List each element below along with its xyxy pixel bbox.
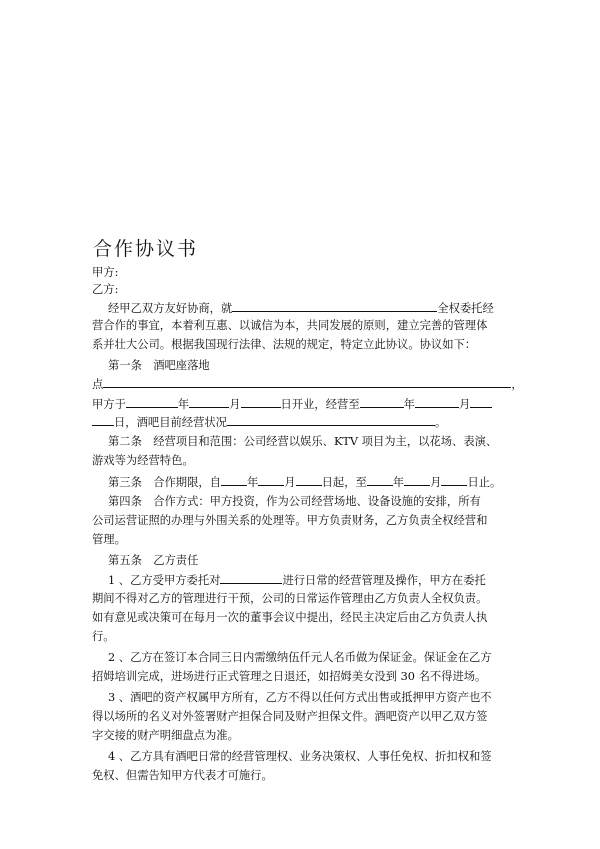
article-5-item-3-line-2: 得以场所的名义对外签署财产担保合同及财产担保文件。酒吧资产以甲乙双方签: [92, 710, 488, 723]
blank-term-end-day: [441, 474, 467, 486]
party-b-label: 乙方:: [92, 283, 119, 296]
article-4-line-1: 第四条 合作方式：甲方投资，作为公司经营场地、设备设施的安排，所有: [108, 495, 481, 508]
article-1-line-1: [92, 376, 523, 393]
blank-entrusted-business: [232, 300, 437, 312]
article-5-item-3-line-3: 字交接的财产明细盘点为准。: [92, 729, 239, 742]
blank-end-day-a: [470, 396, 492, 408]
text-month-2: 月: [458, 398, 471, 411]
article-5-item-1-line-1: [108, 572, 486, 589]
blank-end-year: [360, 396, 404, 408]
article-2-line-1: 第二条 经营项目和范围：公司经营以娱乐、KTV 项目为主，以花场、表演、: [108, 435, 498, 448]
intro-line-1: [108, 300, 494, 317]
text-party-a-on: 甲方于: [92, 398, 126, 411]
text-month: 月: [229, 398, 241, 411]
article-3-line: [108, 474, 501, 491]
blank-open-year: [126, 396, 178, 408]
article-4-line-2: 公司运营证照的办理与外围关系的处理等。甲方负责财务，乙方负责全权经营和: [92, 514, 488, 527]
article-5-item-1-line-4: 行。: [92, 630, 115, 643]
article-2-line-2: 游戏等为经营特色。: [92, 454, 194, 467]
text-open-until: 日开业，经营至: [280, 398, 360, 411]
article-5-heading: 第五条 乙方责任: [108, 554, 199, 567]
article-1-line-3: [92, 414, 446, 431]
blank-term-start-month: [258, 474, 284, 486]
intro-line-3: 系并壮大公司。根据我国现行法律、法规的规定，特定立此协议。协议如下：: [92, 338, 477, 351]
document-title: 合作协议书: [93, 238, 199, 260]
article-5-item-1-line-2: 期间不得对乙方的管理进行干预，公司的日常运作管理由乙方负责人全权负责。: [92, 592, 488, 605]
article-5-item-4-line-2: 免权、但需告知甲方代表才可施行。: [92, 769, 273, 782]
article-1-comma: ，: [511, 378, 523, 391]
blank-term-start-year: [221, 474, 247, 486]
blank-end-month: [415, 396, 459, 408]
text-current-status: 日，酒吧目前经营状况: [114, 416, 227, 429]
blank-end-day-b: [92, 414, 114, 426]
item-1-text-b: 进行日常的经营管理及操作，甲方在委托: [282, 574, 486, 587]
article-5-item-2-line-2: 招姆培训完成，进场进行正式管理之日退还，如招姆美女没到 30 名不得进场。: [92, 670, 487, 683]
party-a-label: 甲方:: [92, 266, 119, 279]
blank-open-month: [189, 396, 229, 408]
text-year-4: 年: [392, 476, 405, 489]
text-from-to: 日起，至: [321, 476, 367, 489]
blank-current-status: [227, 414, 435, 426]
blank-open-day: [241, 396, 281, 408]
intro-text-b: 全权委托经: [437, 302, 494, 315]
item-1-text-a: 1 、乙方受甲方委托对: [108, 574, 221, 587]
intro-line-2: 营合作的事宜，本着利互惠、以诚信为本，共同发展的原则，建立完善的管理体: [92, 319, 488, 332]
blank-term-start-day: [296, 474, 322, 486]
article-5-item-2-line-1: 2 、乙方在签订本合同三日内需缴纳伍仟元人名币做为保证金。保证金在乙方: [108, 651, 492, 664]
text-year-3: 年: [246, 476, 259, 489]
article-5-item-4-line-1: 4 、乙方具有酒吧日常的经营管理权、业务决策权、人事任免权、折扣权和签: [108, 750, 492, 763]
text-month-3: 月: [284, 476, 296, 489]
blank-term-end-month: [404, 474, 430, 486]
blank-managed-entity: [220, 572, 282, 584]
text-month-4: 月: [430, 476, 442, 489]
article-1-text-point: 点: [92, 378, 104, 391]
article-4-line-3: 管理。: [92, 533, 126, 546]
text-period: 。: [434, 416, 447, 429]
article-3-text-from: 第三条 合作期限，自: [108, 476, 221, 489]
blank-term-end-year: [367, 474, 393, 486]
intro-text-a: 经甲乙双方友好协商，就: [108, 302, 233, 315]
text-year-2: 年: [403, 398, 415, 411]
blank-bar-address: [103, 376, 511, 388]
article-5-item-1-line-3: 如有意见或决策可在每月一次的董事会议中提出，经民主决定后由乙方负责人执: [92, 611, 488, 624]
text-year: 年: [177, 398, 190, 411]
article-1-heading: 第一条 酒吧座落地: [108, 359, 210, 372]
text-end: 日止。: [467, 476, 502, 489]
article-1-line-2: [92, 396, 492, 413]
article-5-item-3-line-1: 3 、酒吧的资产权属甲方所有，乙方不得以任何方式出售或抵押甲方资产也不: [108, 691, 492, 704]
